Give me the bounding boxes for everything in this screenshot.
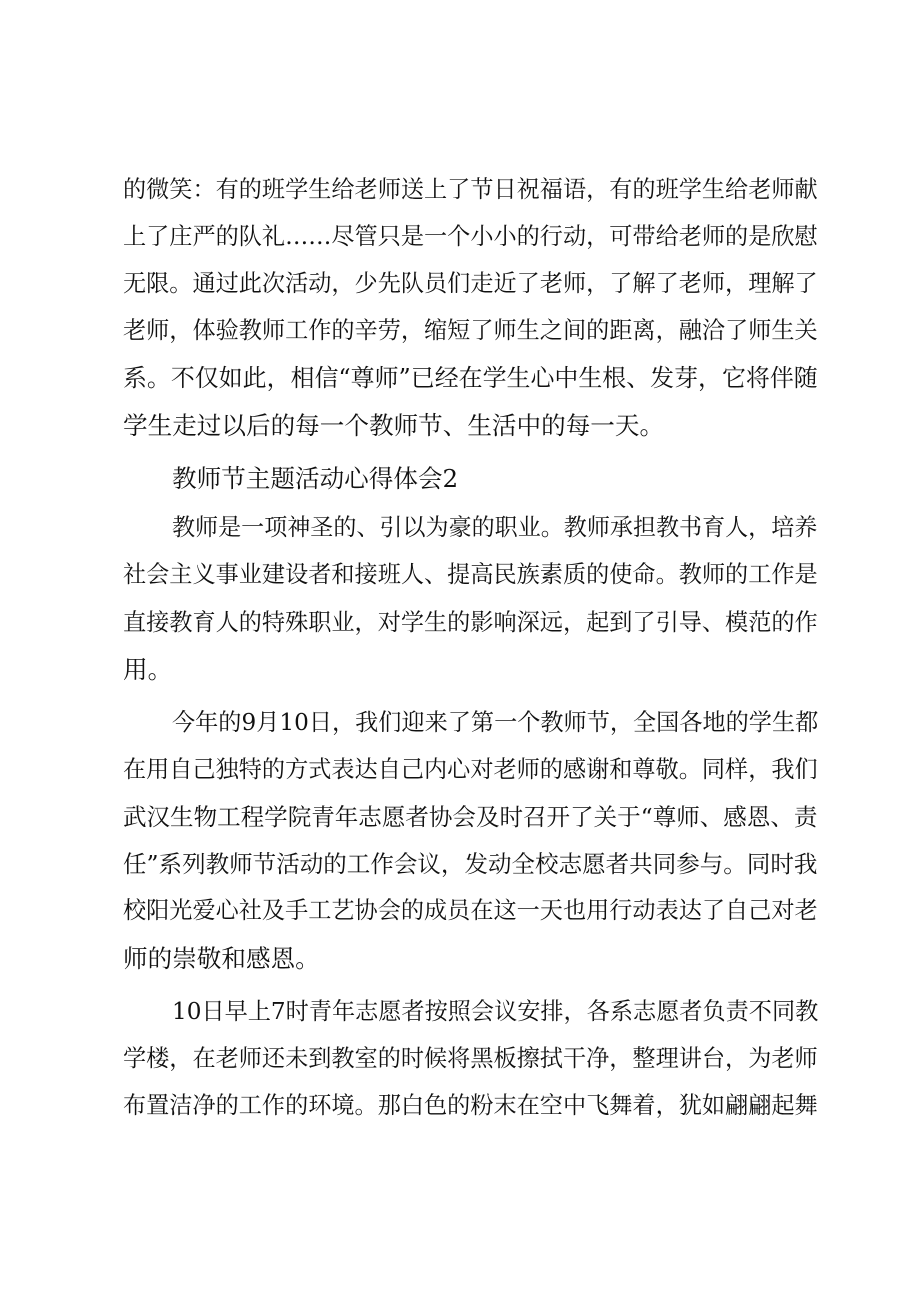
text-line: 学楼，在老师还未到教室的时候将黑板擦拭干净，整理讲台，为老师 <box>123 1046 818 1072</box>
text-line: 师的崇敬和感恩。 <box>123 944 320 973</box>
text-line: 社会主义事业建设者和接班人、提高民族素质的使命。教师的工作是 <box>123 562 818 588</box>
text-line: 10日早上7时青年志愿者按照会议安排，各系志愿者负责不同教 <box>172 999 819 1025</box>
text-line: 老师，体验教师工作的辛劳，缩短了师生之间的距离，融洽了师生关 <box>123 318 818 344</box>
text-line: 教师是一项神圣的、引以为豪的职业。教师承担教书育人，培养 <box>172 515 818 541</box>
text-line: 武汉生物工程学院青年志愿者协会及时召开了关于“尊师、感恩、责 <box>123 803 818 831</box>
text-line: 校阳光爱心社及手工艺协会的成员在这一天也用行动表达了自己对老 <box>123 898 818 924</box>
text-line: 系。不仅如此，相信“尊师”已经在学生心中生根、发芽，它将伴随 <box>123 364 818 392</box>
text-line: 学生走过以后的每一个教师节、生活中的每一天。 <box>123 411 665 440</box>
text-line: 布置洁净的工作的环境。那白色的粉末在空中飞舞着，犹如翩翩起舞 <box>123 1093 818 1119</box>
text-line: 用。 <box>123 655 173 684</box>
text-line: 在用自己独特的方式表达自己内心对老师的感谢和尊敬。同样，我们 <box>123 757 818 783</box>
text-line: 今年的9月10日，我们迎来了第一个教师节，全国各地的学生都 <box>172 710 819 736</box>
text-line: 直接教育人的特殊职业，对学生的影响深远，起到了引导、模范的作 <box>123 610 818 636</box>
section-heading: 教师节主题活动心得体会2 <box>172 464 459 493</box>
text-line: 任”系列教师节活动的工作会议，发动全校志愿者共同参与。同时我 <box>123 850 818 878</box>
text-line: 的微笑：有的班学生给老师送上了节日祝福语，有的班学生给老师献 <box>123 177 818 203</box>
text-line: 上了庄严的队礼……尽管只是一个小小的行动，可带给老师的是欣慰 <box>123 224 818 250</box>
text-line: 无限。通过此次活动，少先队员们走近了老师，了解了老师，理解了 <box>123 271 818 297</box>
